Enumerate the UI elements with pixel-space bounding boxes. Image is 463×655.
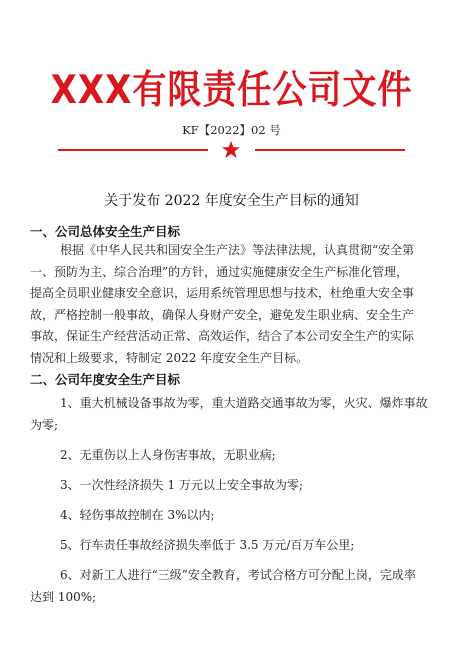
- divider-line-right: [255, 149, 405, 151]
- star-icon: [221, 140, 241, 160]
- body-line: 情况和上级要求，特制定 2022 年度安全生产目标。: [30, 350, 309, 365]
- section-heading-overall-goals: 一、公司总体安全生产目标: [30, 224, 181, 239]
- list-item-1: 1、重大机械设备事故为零，重大道路交通事故为零，火灾、爆炸事故: [60, 396, 428, 410]
- list-item-1-cont: 为零;: [30, 418, 59, 432]
- section-heading-annual-goals: 二、公司年度安全生产目标: [30, 372, 181, 387]
- section-2-list: [30, 392, 434, 608]
- body-line: 提高全员职业健康安全意识，运用系统管理思想与技术，杜绝重大安全事: [30, 286, 415, 300]
- list-item-6: 6、对新工人进行“三级”安全教育，考试合格方可分配上岗，完成率: [60, 568, 416, 582]
- list-item-6-cont: 达到 100%;: [30, 590, 97, 604]
- list-item-5: 5、行车责任事故经济损失率低于 3.5 万元/百万车公里;: [60, 538, 355, 552]
- list-item-4: 4、轻伤事故控制在 3%以内;: [60, 508, 215, 522]
- company-header-title: XXX有限责任公司文件: [50, 67, 413, 114]
- section-1-body: [30, 240, 434, 369]
- body-line: 一、预防为主、综合治理”的方针，通过实施健康安全生产标准化管理，: [30, 264, 409, 279]
- body-line: 故，严格控制一般事故，确保人身财产安全，避免发生职业病、安全生产: [30, 307, 415, 322]
- red-divider: [58, 140, 405, 160]
- divider-line-left: [58, 149, 208, 151]
- list-item-3: 3、一次性经济损失 1 万元以上安全事故为零;: [60, 478, 303, 492]
- document-number: KF【2022】02 号: [182, 123, 281, 137]
- body-line: 事故，保证生产经营活动正常、高效运作，结合了本公司安全生产的实际: [30, 329, 415, 343]
- list-item-2: 2、无重伤以上人身伤害事故，无职业病;: [60, 448, 276, 462]
- body-line: 根据《中华人民共和国安全生产法》等法律法规，认真贯彻“安全第: [60, 243, 415, 257]
- notice-title: 关于发布 2022 年度安全生产目标的通知: [104, 193, 359, 209]
